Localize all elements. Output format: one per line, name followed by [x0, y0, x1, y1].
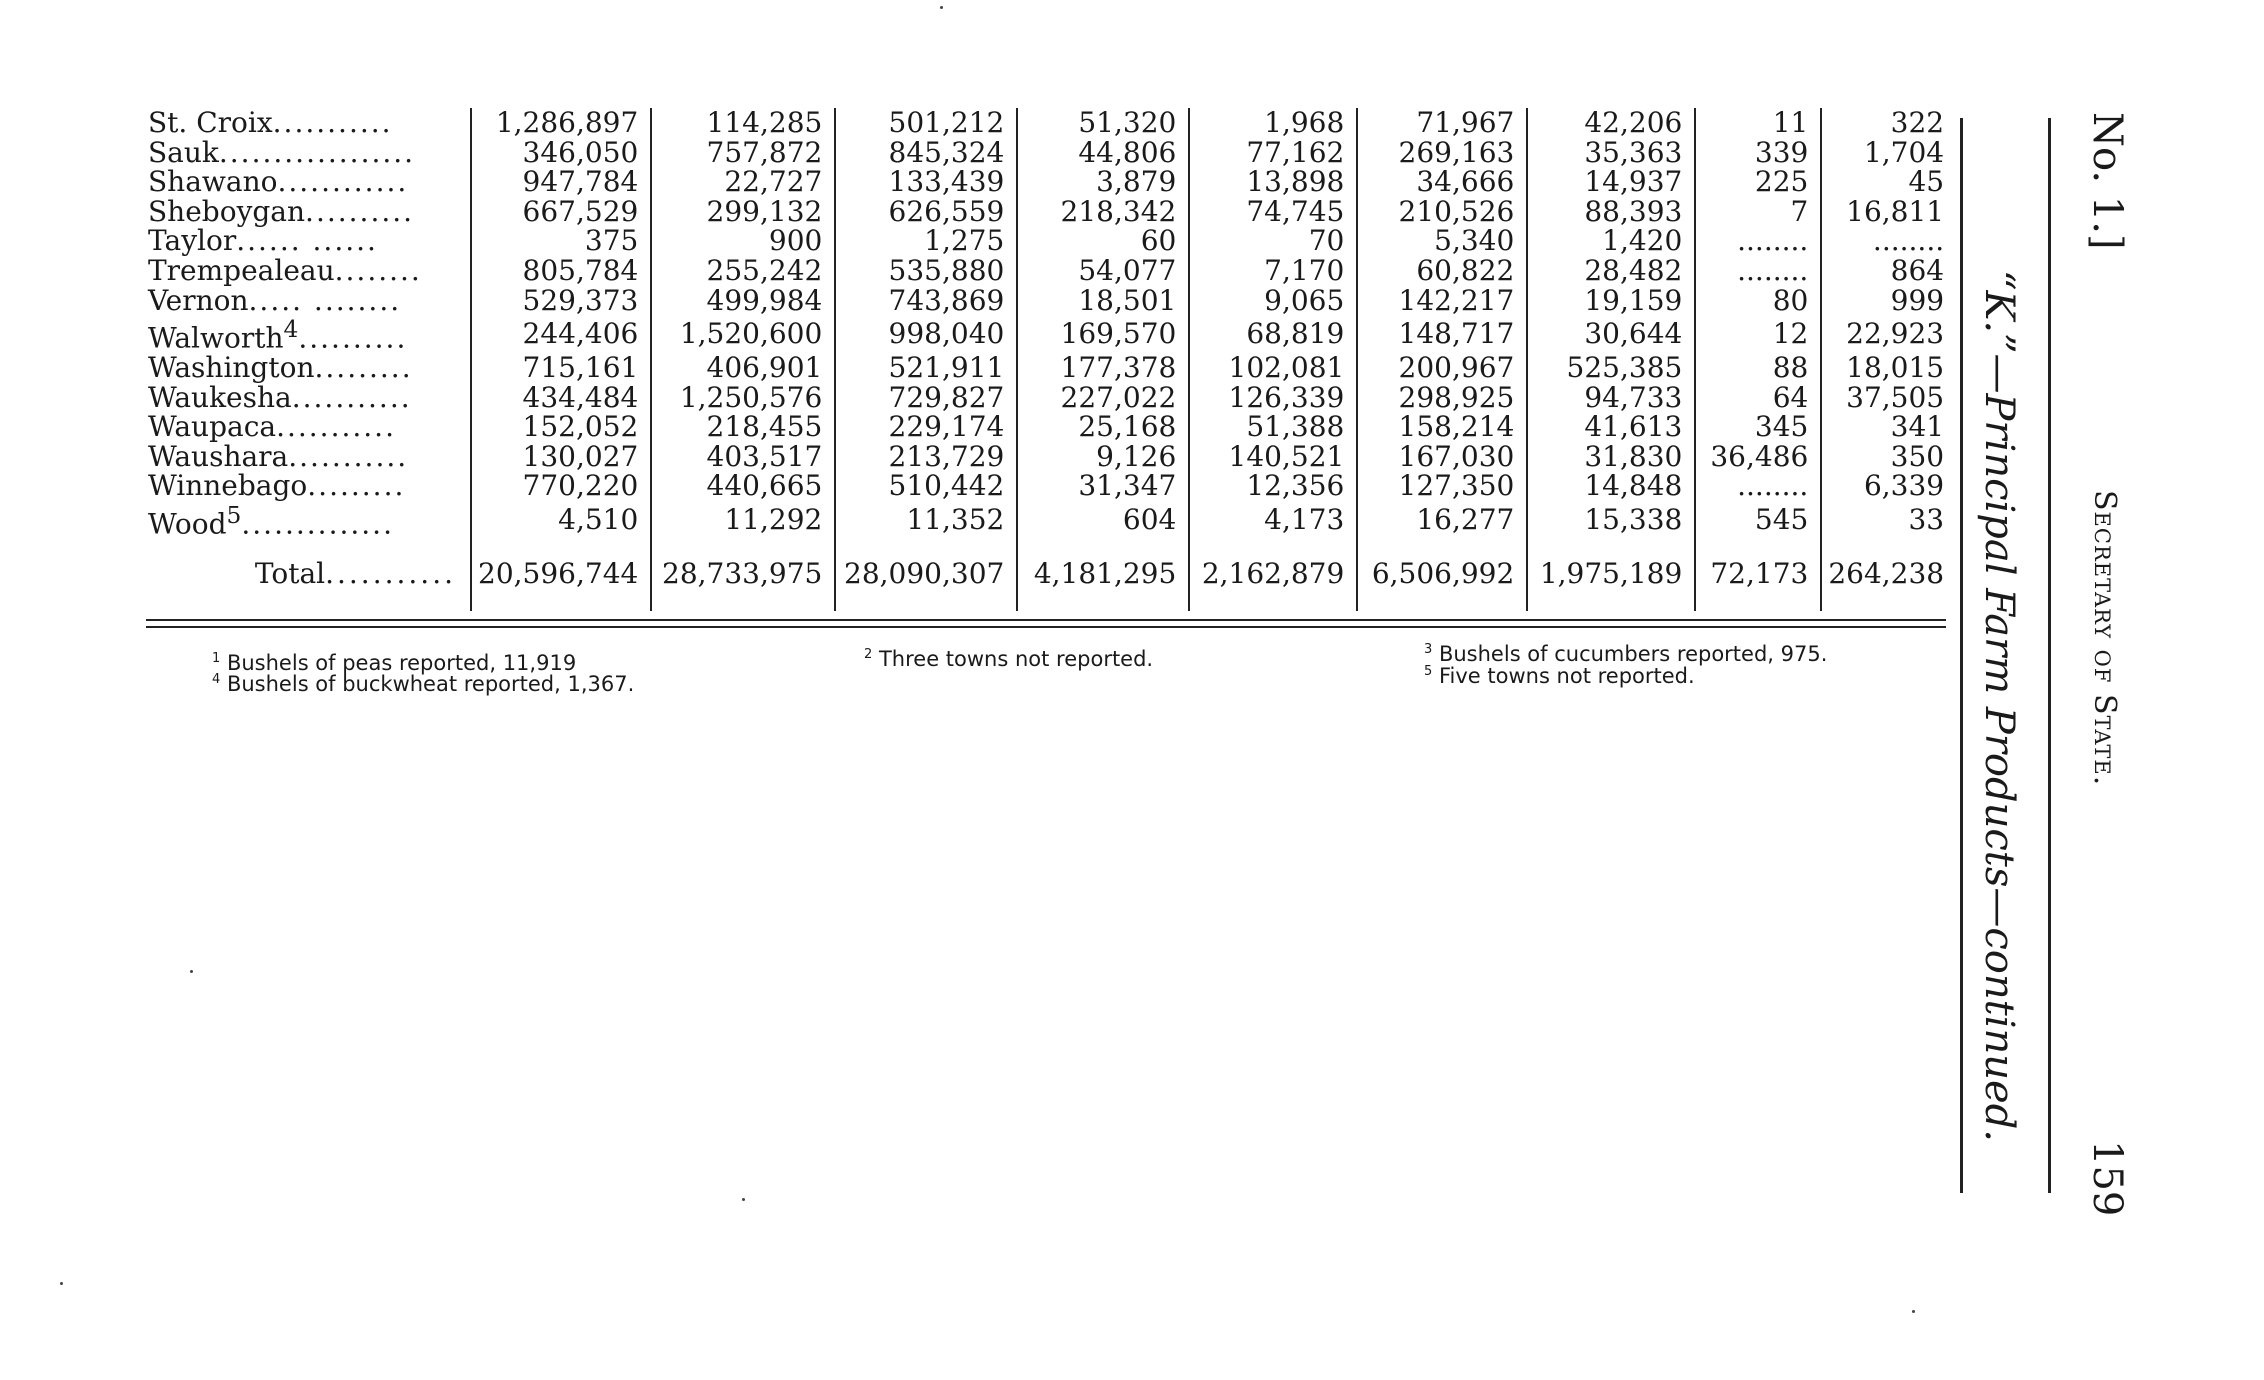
footnote-text: Five towns not reported.: [1438, 664, 1695, 688]
value-cell: 51,320: [1017, 108, 1189, 138]
value-cell: 114,285: [651, 108, 835, 138]
value-cell: 11,352: [835, 501, 1017, 539]
value-cell: 167,030: [1357, 442, 1527, 472]
table-row: [140, 315, 1956, 353]
leader-dots: .........: [307, 469, 406, 503]
county-name: Shawano: [148, 165, 278, 199]
value-cell: 42,206: [1527, 108, 1695, 138]
value-cell: 54,077: [1017, 256, 1189, 286]
value-cell: 133,439: [835, 167, 1017, 197]
table-row: [140, 138, 1956, 168]
value-cell: 130,027: [471, 442, 651, 472]
county-cell: [140, 283, 471, 317]
value-cell: 403,517: [651, 442, 835, 472]
value-cell: 255,242: [651, 256, 835, 286]
county-name: Waushara: [148, 439, 289, 473]
county-cell: [140, 167, 471, 197]
value-cell: 18,015: [1821, 353, 1956, 383]
value-cell: 900: [651, 226, 835, 256]
value-cell: 22,727: [651, 167, 835, 197]
value-cell: 28,482: [1527, 256, 1695, 286]
value-cell: ........: [1695, 256, 1821, 286]
value-cell: 299,132: [651, 197, 835, 227]
value-cell: 1,968: [1189, 108, 1357, 138]
value-cell: 227,022: [1017, 383, 1189, 413]
footnote-marker: 3: [1424, 642, 1433, 657]
value-cell: 7,170: [1189, 256, 1357, 286]
value-cell: 298,925: [1357, 383, 1527, 413]
value-cell: 22,923: [1821, 315, 1956, 353]
value-cell: 16,277: [1357, 501, 1527, 539]
page-number: 159: [2084, 1140, 2130, 1217]
county-name: Waupaca: [148, 410, 277, 444]
table-row: [140, 412, 1956, 442]
footnote-2: [864, 647, 1153, 671]
footnote-marker: 1: [212, 651, 221, 666]
footnote-5: [1424, 664, 1695, 688]
table-caption: “K.”—Principal Farm Products—continued.: [1976, 270, 2022, 1143]
value-cell: 9,065: [1189, 286, 1357, 316]
value-cell: 30,644: [1527, 315, 1695, 353]
value-cell: 70: [1189, 226, 1357, 256]
leader-dots: ..... ........: [248, 283, 402, 317]
footnote-marker: 4: [212, 672, 221, 687]
county-cell: [140, 253, 471, 287]
county-cell: [140, 135, 471, 169]
table-row: [140, 108, 1956, 138]
value-cell: 127,350: [1357, 471, 1527, 501]
value-cell: 499,984: [651, 286, 835, 316]
value-cell: 88: [1695, 353, 1821, 383]
value-cell: 14,848: [1527, 471, 1695, 501]
county-name: Winnebago: [148, 469, 308, 503]
total-value-cell: 264,238: [1821, 539, 1956, 611]
value-cell: 375: [471, 226, 651, 256]
value-cell: 626,559: [835, 197, 1017, 227]
caption-rule-right: [2048, 118, 2051, 1193]
county-cell: [140, 380, 471, 414]
leader-dots: ...........: [288, 439, 409, 473]
value-cell: 14,937: [1527, 167, 1695, 197]
value-cell: 142,217: [1357, 286, 1527, 316]
total-value-cell: 28,733,975: [651, 539, 835, 611]
value-cell: 12: [1695, 315, 1821, 353]
value-cell: 529,373: [471, 286, 651, 316]
value-cell: 1,520,600: [651, 315, 835, 353]
value-cell: 269,163: [1357, 138, 1527, 168]
value-cell: 5,340: [1357, 226, 1527, 256]
table-body: [140, 108, 1956, 611]
paper-speck: [60, 1282, 63, 1285]
value-cell: 126,339: [1189, 383, 1357, 413]
leader-dots: ..........: [298, 321, 408, 355]
value-cell: 7: [1695, 197, 1821, 227]
paper-speck: [742, 1198, 745, 1201]
value-cell: 341: [1821, 412, 1956, 442]
value-cell: 169,570: [1017, 315, 1189, 353]
county-name: Sheboygan: [148, 194, 306, 228]
leader-dots: ............: [277, 165, 409, 199]
value-cell: 339: [1695, 138, 1821, 168]
value-cell: 71,967: [1357, 108, 1527, 138]
value-cell: 64: [1695, 383, 1821, 413]
table-row: [140, 256, 1956, 286]
total-row: [140, 539, 1956, 611]
value-cell: 4,510: [471, 501, 651, 539]
footnote-4: [212, 672, 634, 696]
table-row: [140, 471, 1956, 501]
value-cell: 1,704: [1821, 138, 1956, 168]
leader-dots: ...... ......: [236, 224, 378, 258]
value-cell: 322: [1821, 108, 1956, 138]
county-name: Vernon: [148, 283, 249, 317]
value-cell: 743,869: [835, 286, 1017, 316]
table-row: [140, 442, 1956, 472]
leader-dots: ...........: [325, 556, 456, 590]
footnote-ref: 4: [283, 315, 299, 344]
value-cell: 44,806: [1017, 138, 1189, 168]
value-cell: 346,050: [471, 138, 651, 168]
value-cell: 33: [1821, 501, 1956, 539]
total-value-cell: 6,506,992: [1357, 539, 1527, 611]
value-cell: 1,420: [1527, 226, 1695, 256]
value-cell: 12,356: [1189, 471, 1357, 501]
value-cell: 667,529: [471, 197, 651, 227]
value-cell: ........: [1695, 226, 1821, 256]
footnote-marker: 2: [864, 647, 873, 662]
value-cell: 16,811: [1821, 197, 1956, 227]
leader-dots: .........: [314, 351, 413, 385]
paper-speck: [1912, 1310, 1915, 1313]
total-value-cell: 1,975,189: [1527, 539, 1695, 611]
footnote-text: Bushels of cucumbers reported, 975.: [1438, 642, 1828, 666]
value-cell: 521,911: [835, 353, 1017, 383]
value-cell: 229,174: [835, 412, 1017, 442]
county-name: Walworth: [148, 321, 284, 355]
county-cell: [140, 471, 471, 501]
total-value-cell: 2,162,879: [1189, 539, 1357, 611]
county-name: Washington: [148, 351, 315, 385]
value-cell: 11,292: [651, 501, 835, 539]
total-value-cell: 72,173: [1695, 539, 1821, 611]
value-cell: 770,220: [471, 471, 651, 501]
value-cell: 244,406: [471, 315, 651, 353]
value-cell: 501,212: [835, 108, 1017, 138]
paper-speck: [940, 6, 943, 9]
running-head: Secretary of State.: [2087, 490, 2122, 787]
value-cell: 36,486: [1695, 442, 1821, 472]
value-cell: 45: [1821, 167, 1956, 197]
county-cell: [140, 194, 471, 228]
value-cell: 1,250,576: [651, 383, 835, 413]
county-cell: [140, 315, 471, 353]
county-name: Taylor: [148, 224, 237, 258]
value-cell: 947,784: [471, 167, 651, 197]
county-name: Wood: [148, 507, 227, 541]
county-cell: [140, 353, 471, 383]
table-row: [140, 286, 1956, 316]
table-row: [140, 167, 1956, 197]
leader-dots: ...........: [291, 380, 412, 414]
value-cell: 68,819: [1189, 315, 1357, 353]
value-cell: 4,173: [1189, 501, 1357, 539]
total-value-cell: 28,090,307: [835, 539, 1017, 611]
value-cell: 9,126: [1017, 442, 1189, 472]
table-row: [140, 501, 1956, 539]
value-cell: 19,159: [1527, 286, 1695, 316]
value-cell: 998,040: [835, 315, 1017, 353]
leader-dots: ...........: [272, 106, 393, 139]
total-value-cell: 20,596,744: [471, 539, 651, 611]
value-cell: 715,161: [471, 353, 651, 383]
value-cell: 535,880: [835, 256, 1017, 286]
table-bottom-rule: [146, 619, 1946, 621]
county-cell: [140, 412, 471, 442]
value-cell: 213,729: [835, 442, 1017, 472]
county-cell: [140, 439, 471, 473]
value-cell: 152,052: [471, 412, 651, 442]
value-cell: 60,822: [1357, 256, 1527, 286]
farm-products-table: [140, 108, 1956, 611]
table-bottom-rule-double: [146, 626, 1946, 628]
county-name: Waukesha: [148, 380, 292, 414]
value-cell: 729,827: [835, 383, 1017, 413]
value-cell: 18,501: [1017, 286, 1189, 316]
value-cell: 35,363: [1527, 138, 1695, 168]
value-cell: 210,526: [1357, 197, 1527, 227]
county-cell: [140, 108, 471, 138]
leader-dots: ..........: [305, 194, 415, 228]
table-row: [140, 353, 1956, 383]
leader-dots: ........: [334, 253, 422, 287]
value-cell: 218,455: [651, 412, 835, 442]
county-cell: [140, 226, 471, 256]
caption-rule-left: [1960, 118, 1963, 1193]
value-cell: 604: [1017, 501, 1189, 539]
value-cell: 102,081: [1189, 353, 1357, 383]
value-cell: 88,393: [1527, 197, 1695, 227]
value-cell: 60: [1017, 226, 1189, 256]
value-cell: 94,733: [1527, 383, 1695, 413]
value-cell: 140,521: [1189, 442, 1357, 472]
value-cell: 345: [1695, 412, 1821, 442]
value-cell: 864: [1821, 256, 1956, 286]
value-cell: 3,879: [1017, 167, 1189, 197]
county-name: Sauk: [148, 135, 219, 169]
value-cell: 510,442: [835, 471, 1017, 501]
value-cell: 999: [1821, 286, 1956, 316]
value-cell: 77,162: [1189, 138, 1357, 168]
value-cell: 545: [1695, 501, 1821, 539]
total-label: Total: [254, 556, 326, 590]
footnote-3: [1424, 642, 1827, 666]
value-cell: 440,665: [651, 471, 835, 501]
value-cell: 350: [1821, 442, 1956, 472]
leader-dots: ..............: [241, 507, 394, 541]
leader-dots: ...........: [276, 410, 396, 444]
county-name: Trempealeau: [148, 253, 335, 287]
value-cell: 11: [1695, 108, 1821, 138]
value-cell: 25,168: [1017, 412, 1189, 442]
value-cell: 177,378: [1017, 353, 1189, 383]
value-cell: 74,745: [1189, 197, 1357, 227]
county-name: St. Croix: [148, 106, 273, 139]
value-cell: 805,784: [471, 256, 651, 286]
value-cell: 15,338: [1527, 501, 1695, 539]
value-cell: 34,666: [1357, 167, 1527, 197]
footnote-text: Bushels of peas reported, 11,919: [226, 651, 577, 675]
value-cell: 80: [1695, 286, 1821, 316]
footnote-text: Bushels of buckwheat reported, 1,367.: [226, 672, 635, 696]
value-cell: 37,505: [1821, 383, 1956, 413]
value-cell: 31,347: [1017, 471, 1189, 501]
value-cell: ........: [1695, 471, 1821, 501]
value-cell: ........: [1821, 226, 1956, 256]
leader-dots: ..................: [218, 135, 416, 169]
value-cell: 1,275: [835, 226, 1017, 256]
total-value-cell: 4,181,295: [1017, 539, 1189, 611]
value-cell: 31,830: [1527, 442, 1695, 472]
value-cell: 757,872: [651, 138, 835, 168]
value-cell: 525,385: [1527, 353, 1695, 383]
table-row: [140, 383, 1956, 413]
value-cell: 1,286,897: [471, 108, 651, 138]
footnote-marker: 5: [1424, 664, 1433, 679]
value-cell: 158,214: [1357, 412, 1527, 442]
value-cell: 406,901: [651, 353, 835, 383]
table-row: [140, 197, 1956, 227]
value-cell: 200,967: [1357, 353, 1527, 383]
document-number: No. 1.]: [2084, 112, 2130, 250]
value-cell: 434,484: [471, 383, 651, 413]
value-cell: 218,342: [1017, 197, 1189, 227]
value-cell: 148,717: [1357, 315, 1527, 353]
table-row: [140, 226, 1956, 256]
value-cell: 225: [1695, 167, 1821, 197]
value-cell: 41,613: [1527, 412, 1695, 442]
county-cell: [140, 501, 471, 539]
footnote-ref: 5: [226, 501, 242, 530]
value-cell: 51,388: [1189, 412, 1357, 442]
value-cell: 6,339: [1821, 471, 1956, 501]
value-cell: 845,324: [835, 138, 1017, 168]
value-cell: 13,898: [1189, 167, 1357, 197]
total-label-cell: [140, 539, 471, 611]
paper-speck: [190, 970, 193, 973]
footnote-text: Three towns not reported.: [878, 647, 1154, 671]
